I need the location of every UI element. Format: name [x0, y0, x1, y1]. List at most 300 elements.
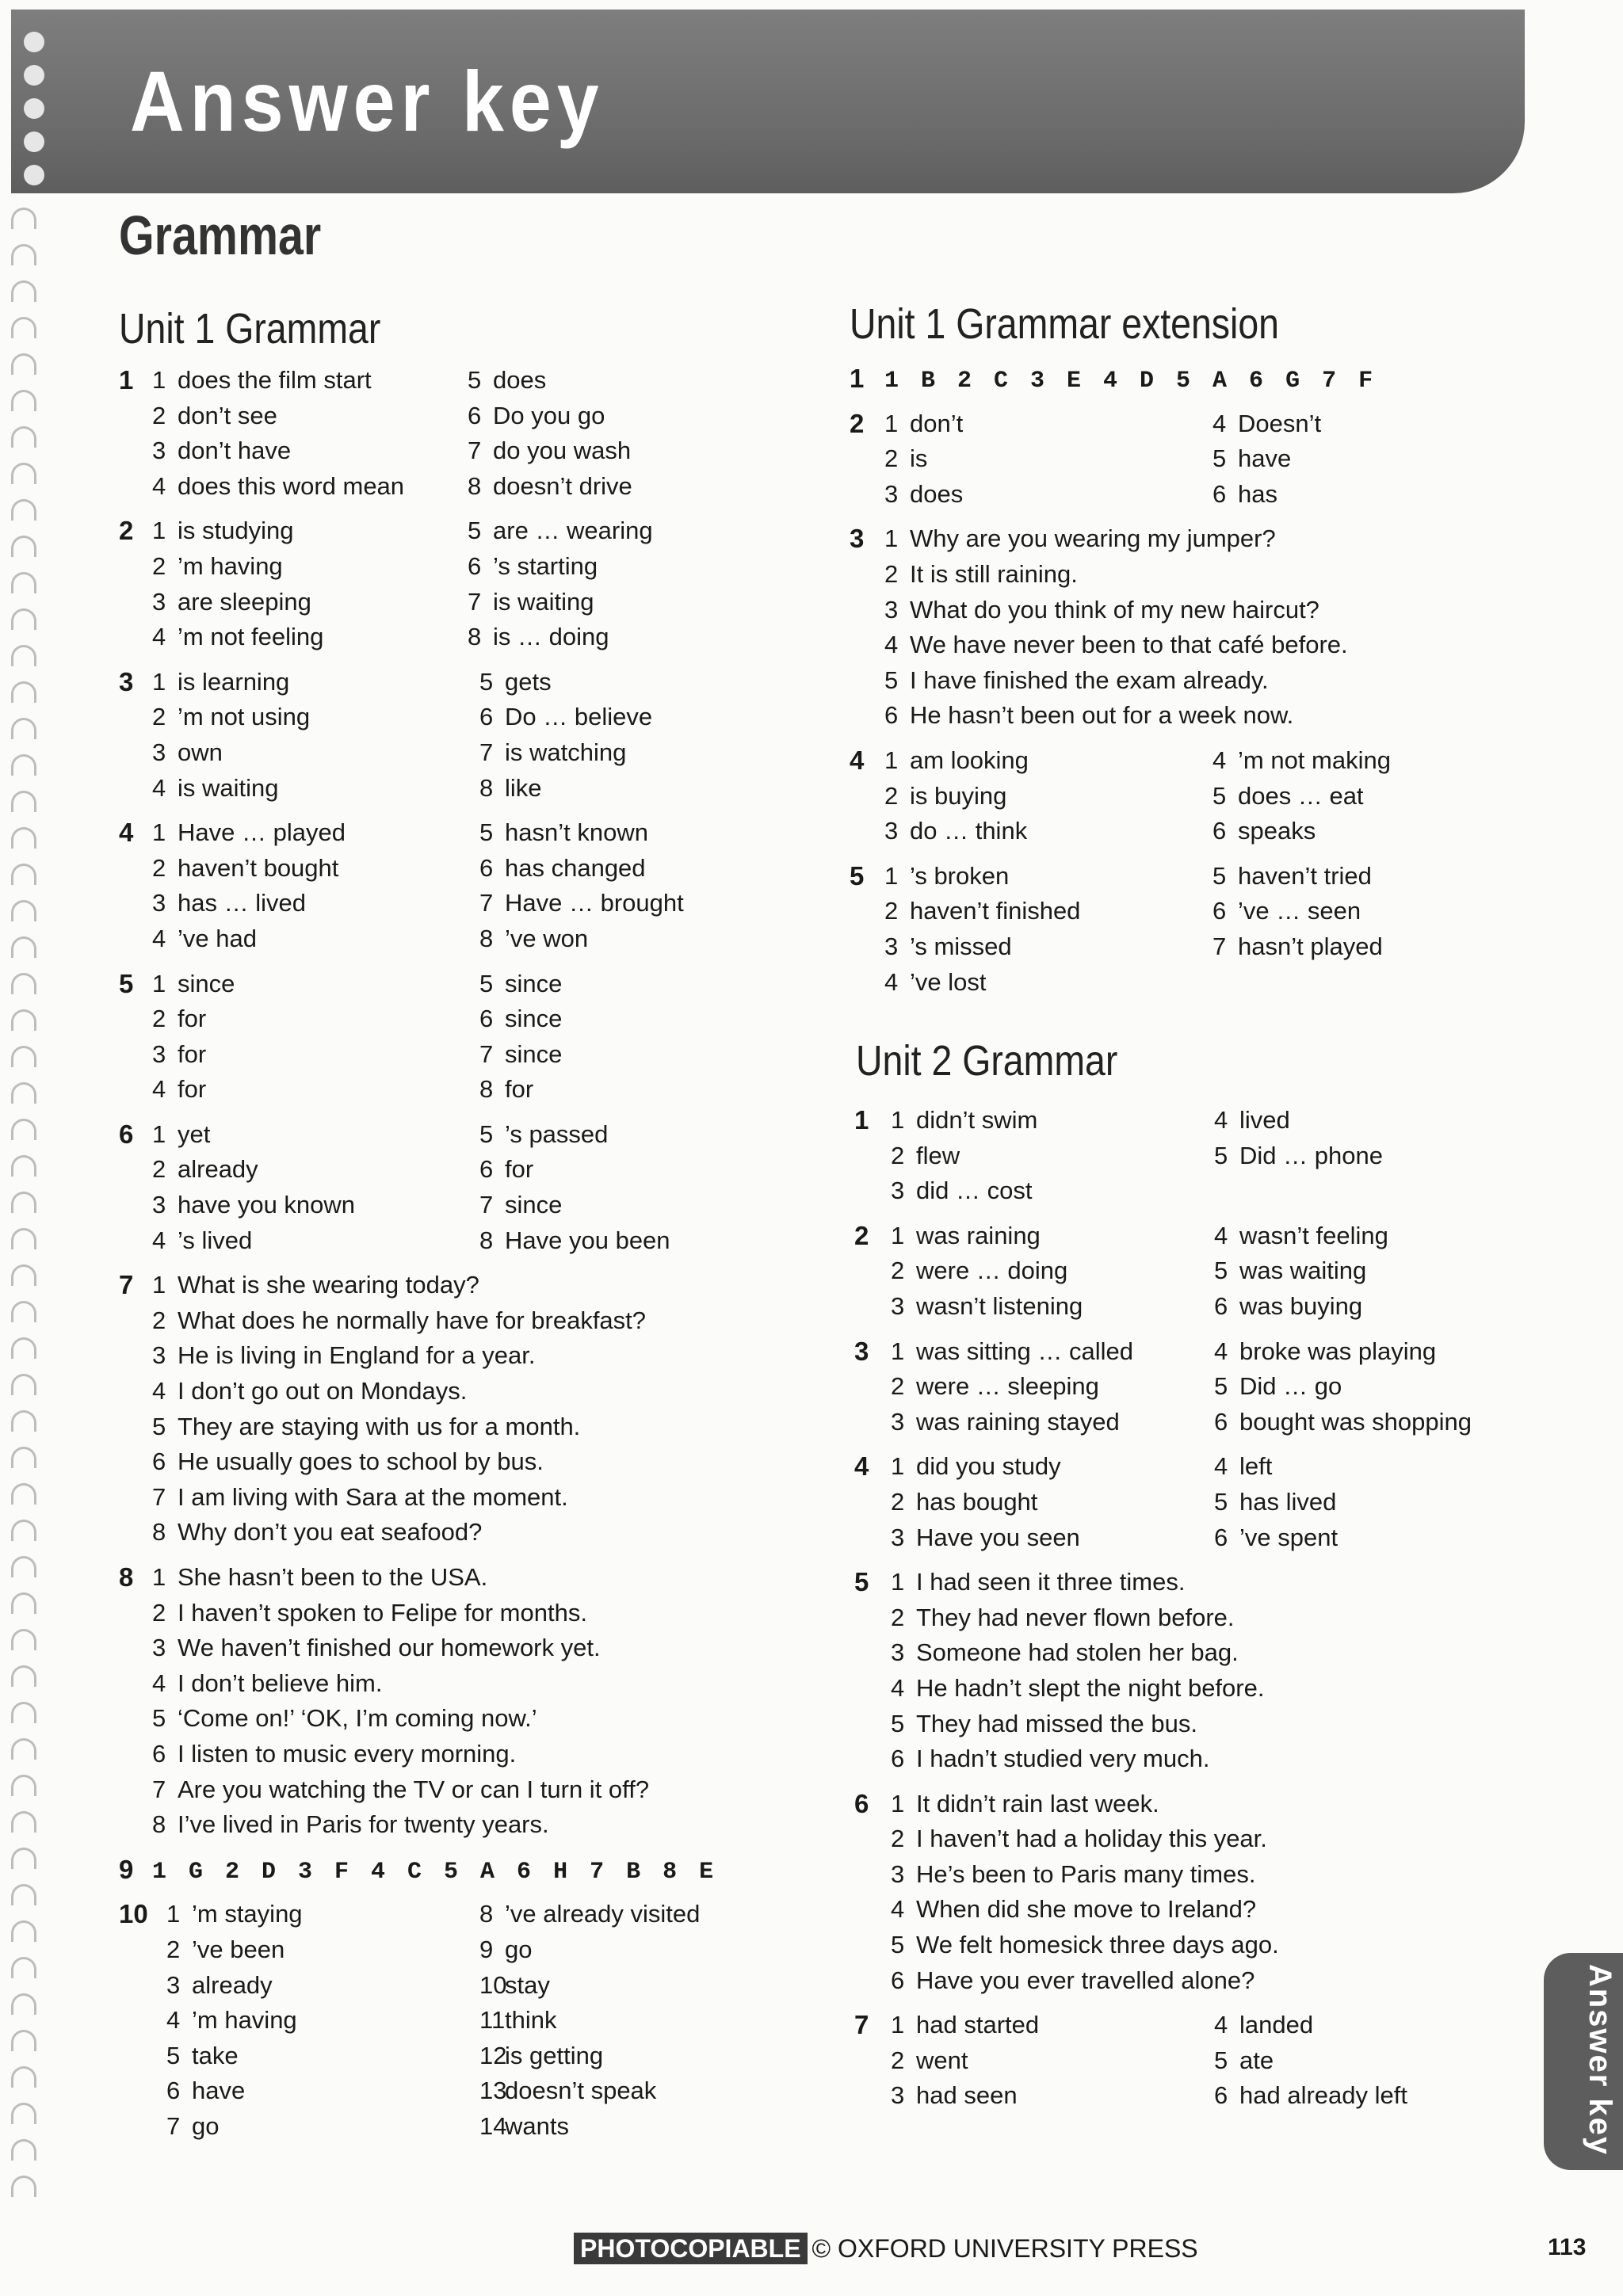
answer-item: [152, 1630, 601, 1666]
exercise-6: [119, 1117, 832, 1258]
punch-holes: [24, 32, 44, 198]
item-number: 5: [1212, 781, 1227, 810]
answer-row: [119, 1152, 832, 1188]
exercise-2: [850, 406, 1547, 513]
answer-item-right: [479, 2109, 569, 2145]
exercise-3: [119, 665, 832, 806]
answer-row: [119, 771, 832, 807]
item-number: 5: [152, 1704, 166, 1733]
item-number: 3: [884, 479, 899, 508]
item-number: 1: [891, 1337, 905, 1365]
exercise-3: [854, 1334, 1552, 1440]
item-answer: left: [1239, 1452, 1273, 1481]
item-answer: am looking: [910, 746, 1029, 774]
answer-row: [119, 1338, 832, 1374]
item-answer: have you known: [178, 1191, 356, 1219]
item-answer: go: [192, 2111, 220, 2140]
answer-row: [850, 593, 1547, 628]
item-number: 6: [1212, 479, 1227, 508]
item-answer: is waiting: [493, 587, 594, 616]
item-answer: don’t have: [178, 437, 292, 465]
answer-sequence: 1 B 2 C 3 E 4 D 5 A 6 G 7 F: [884, 368, 1377, 395]
answer-row: [119, 1374, 832, 1409]
answer-item-left: [152, 771, 279, 807]
answer-item: [891, 1928, 1279, 1963]
answer-item: [152, 1560, 487, 1596]
item-answer: does: [493, 366, 547, 394]
item-answer: since: [505, 1191, 563, 1219]
answer-item: [884, 593, 1319, 628]
item-number: 1: [891, 1568, 905, 1596]
item-number: 3: [891, 1638, 905, 1667]
answer-item-left: [152, 363, 372, 399]
answer-item: [891, 1963, 1254, 1999]
item-number: 2: [891, 1257, 905, 1285]
item-number: 3: [152, 738, 166, 766]
item-number: 6: [1212, 817, 1227, 845]
exercise-number: 4: [850, 745, 865, 775]
answer-item-right: [1214, 1334, 1436, 1370]
answer-item-left: [891, 1405, 1120, 1440]
answer-item-left: [891, 1485, 1037, 1520]
answer-row: [850, 663, 1547, 699]
item-answer: Have you ever travelled alone?: [916, 1966, 1255, 1994]
answer-item-right: [1212, 779, 1364, 814]
answer-item-right: [1212, 859, 1372, 894]
item-number: 3: [884, 595, 899, 624]
answer-item-left: [884, 743, 1029, 779]
spiral-binding: [11, 208, 43, 2212]
answer-row: [850, 477, 1547, 513]
answer-item-right: [1214, 1138, 1383, 1174]
answer-row: [119, 1932, 832, 1968]
item-answer: Have … played: [178, 818, 346, 847]
answer-item-left: [152, 921, 257, 957]
item-answer: have: [192, 2077, 246, 2105]
item-number: 7: [166, 2111, 181, 2140]
item-answer: for: [505, 1075, 534, 1104]
item-answer: since: [178, 969, 235, 997]
answer-item-left: [152, 620, 323, 655]
exercise-9: [119, 1852, 832, 1888]
item-answer: ’ve been: [192, 1935, 285, 1963]
item-answer: did … cost: [916, 1177, 1033, 1205]
answer-row: [854, 1449, 1552, 1485]
answer-item-right: [479, 1223, 670, 1259]
answer-item-right: [468, 513, 653, 549]
answer-row: [854, 1928, 1552, 1963]
answer-row: [119, 1072, 832, 1108]
unit2-answers: [854, 1103, 1552, 2123]
answer-row: [850, 929, 1547, 965]
answer-row: [854, 1173, 1552, 1209]
item-number: 14: [479, 2111, 507, 2140]
answer-row: [119, 1188, 832, 1223]
item-answer: What do you think of my new haircut?: [910, 595, 1319, 624]
exercise-number: 1: [854, 1105, 869, 1135]
photocopiable-badge: PHOTOCOPIABLE: [574, 2233, 808, 2264]
answer-item: [884, 521, 1276, 557]
answer-row: [119, 1630, 832, 1666]
answer-item-left: [152, 433, 291, 469]
answer-item-left: [891, 2008, 1039, 2043]
answer-row: [119, 1515, 832, 1550]
answer-item-left: [166, 2109, 219, 2145]
answer-row: [854, 1520, 1552, 1556]
item-answer: ’ve … seen: [1238, 897, 1361, 925]
item-number: 6: [152, 1739, 166, 1768]
item-answer: ’m staying: [192, 1900, 303, 1928]
answer-row: [119, 921, 832, 957]
answer-item-right: [1212, 477, 1277, 513]
item-answer: I listen to music every morning.: [178, 1739, 517, 1768]
answer-row: [119, 1897, 832, 1932]
item-answer: had already left: [1239, 2081, 1407, 2110]
item-answer: take: [192, 2041, 239, 2069]
answer-item-left: [166, 2039, 239, 2074]
answer-row: [850, 743, 1547, 779]
answer-item-right: [479, 967, 562, 1002]
answer-row: [854, 1334, 1552, 1370]
item-answer: for: [505, 1155, 534, 1184]
item-number: 6: [479, 1005, 494, 1033]
answer-row: [119, 1223, 832, 1259]
answer-item: [152, 1701, 537, 1737]
answer-item-right: [479, 1117, 608, 1153]
answer-item-left: [891, 1334, 1133, 1370]
exercise-1: [854, 1103, 1552, 1209]
item-answer: don’t: [910, 409, 964, 437]
item-number: 5: [1214, 1487, 1228, 1516]
answer-row: [119, 735, 832, 771]
item-number: 4: [891, 1673, 905, 1702]
item-number: 5: [891, 1931, 905, 1959]
item-number: 7: [479, 889, 494, 917]
item-number: 6: [468, 401, 482, 429]
item-number: 8: [468, 623, 482, 651]
item-answer: yet: [178, 1119, 211, 1148]
answer-item: [152, 1596, 587, 1631]
item-number: 8: [479, 1075, 494, 1104]
item-answer: We felt homesick three days ago.: [916, 1931, 1279, 1959]
answer-item-right: [1214, 1289, 1362, 1325]
answer-item-left: [891, 1289, 1083, 1325]
answer-row: [119, 1772, 832, 1808]
item-answer: is: [910, 444, 928, 473]
item-answer: speaks: [1238, 817, 1316, 845]
item-answer: does … eat: [1238, 781, 1364, 810]
answer-row: [119, 665, 832, 700]
item-answer: hasn’t known: [505, 818, 648, 847]
answer-item-left: [891, 1253, 1067, 1289]
answer-item-right: [1214, 2008, 1313, 2043]
answer-item-left: [152, 1001, 206, 1037]
item-answer: did you study: [916, 1452, 1061, 1481]
answer-item-right: [479, 1072, 533, 1108]
answer-item-right: [479, 1897, 700, 1932]
answer-item-left: [891, 1103, 1037, 1138]
answer-item-right: [468, 585, 594, 620]
answer-row: [850, 557, 1547, 593]
answer-item: [152, 1409, 580, 1445]
answer-item: [152, 1807, 549, 1843]
item-answer: was raining: [916, 1221, 1041, 1249]
answer-item-left: [884, 929, 1012, 965]
answer-item-left: [891, 1219, 1041, 1254]
item-number: 5: [468, 366, 482, 394]
item-answer: I don’t go out on Mondays.: [178, 1377, 468, 1405]
exercise-4: [850, 743, 1547, 849]
exercise-3: [850, 521, 1547, 734]
answer-row: [854, 2078, 1552, 2114]
item-answer: had started: [916, 2011, 1040, 2039]
item-number: 3: [884, 817, 899, 845]
item-answer: stay: [505, 1970, 550, 1999]
item-number: 8: [479, 1900, 494, 1928]
answer-item-left: [884, 441, 927, 477]
item-answer: They had never flown before.: [916, 1603, 1235, 1631]
answer-row: [854, 1138, 1552, 1174]
item-number: 2: [891, 1141, 905, 1169]
answer-item-right: [1212, 441, 1291, 477]
item-answer: Why don’t you eat seafood?: [178, 1518, 483, 1547]
item-number: 6: [884, 701, 899, 730]
item-answer: Someone had stolen her bag.: [916, 1638, 1239, 1667]
item-answer: is learning: [178, 667, 290, 696]
item-number: 1: [891, 1789, 905, 1817]
answer-row: [854, 1289, 1552, 1325]
exercise-7: [854, 2008, 1552, 2114]
item-number: 2: [152, 1005, 166, 1033]
answer-item-left: [884, 406, 963, 442]
item-number: 4: [1214, 1337, 1228, 1365]
answer-row: [119, 399, 832, 434]
item-answer: I am living with Sara at the moment.: [178, 1482, 568, 1511]
answer-item-left: [166, 2073, 245, 2109]
item-answer: ’s missed: [910, 932, 1012, 960]
exercise-number: 5: [854, 1567, 869, 1597]
item-answer: ’ve lost: [910, 967, 987, 996]
item-number: 8: [152, 1518, 166, 1547]
answer-row: [854, 1635, 1552, 1671]
item-answer: Did … go: [1239, 1372, 1342, 1401]
answer-item: [891, 1857, 1255, 1893]
item-number: 2: [152, 1598, 166, 1627]
item-number: 2: [152, 853, 166, 882]
answer-row: [119, 700, 832, 735]
item-number: 4: [152, 924, 166, 952]
answer-item-right: [479, 771, 542, 807]
item-number: 3: [891, 2081, 905, 2110]
answer-item-right: [479, 1968, 550, 2004]
exercise-2: [119, 513, 832, 654]
item-number: 10: [479, 1970, 507, 1999]
item-answer: for: [178, 1005, 207, 1033]
answer-item-left: [152, 1188, 355, 1223]
item-number: 2: [884, 781, 899, 810]
answer-sequence-row: [119, 1852, 832, 1888]
item-answer: wasn’t listening: [916, 1291, 1083, 1320]
item-number: 6: [1214, 1291, 1228, 1320]
item-number: 5: [1214, 2046, 1228, 2074]
header-band: [11, 10, 1525, 193]
answer-row: [854, 2043, 1552, 2079]
item-number: 2: [891, 1825, 905, 1853]
item-number: 1: [152, 1271, 166, 1299]
item-answer: own: [178, 738, 223, 766]
item-answer: He hadn’t slept the night before.: [916, 1673, 1265, 1702]
item-number: 1: [152, 667, 166, 696]
answer-item-right: [468, 620, 609, 655]
item-answer: has bought: [916, 1487, 1038, 1516]
answer-sequence-row: [850, 361, 1547, 397]
item-number: 8: [479, 924, 494, 952]
answer-item: [884, 627, 1348, 663]
item-number: 7: [479, 1039, 494, 1068]
item-number: 4: [1212, 409, 1227, 437]
item-number: 2: [152, 551, 166, 580]
item-number: 1: [891, 1452, 905, 1481]
answer-item-left: [884, 779, 1006, 814]
answer-row: [854, 1369, 1552, 1405]
answer-item-left: [166, 1968, 273, 2004]
item-number: 11: [479, 2006, 506, 2035]
exercise-6: [854, 1787, 1552, 1999]
exercise-4: [854, 1449, 1552, 1555]
item-number: 7: [479, 738, 494, 766]
answer-row: [854, 1787, 1552, 1822]
answer-item-right: [479, 1188, 562, 1223]
answer-row: [854, 1103, 1552, 1138]
answer-item-right: [1214, 1253, 1366, 1289]
item-number: 3: [152, 889, 166, 917]
exercise-10: [119, 1897, 832, 2144]
item-number: 4: [166, 2006, 181, 2035]
answer-item-left: [891, 1449, 1061, 1485]
item-number: 1: [891, 2011, 905, 2039]
answer-row: [119, 363, 832, 399]
answer-item-left: [152, 549, 283, 585]
item-number: 3: [891, 1291, 905, 1320]
exercise-number: 6: [119, 1119, 134, 1149]
answer-row: [119, 1480, 832, 1516]
item-answer: ’ve had: [178, 924, 257, 952]
item-answer: ’s starting: [493, 551, 598, 580]
answer-item-left: [891, 1520, 1080, 1556]
answer-item-right: [468, 433, 631, 469]
unit1ext-answers: [850, 361, 1547, 1009]
item-answer: ’ve spent: [1239, 1523, 1338, 1551]
item-answer: I have finished the exam already.: [910, 666, 1269, 694]
item-number: 6: [166, 2077, 181, 2105]
exercise-number: 6: [854, 1788, 869, 1818]
answer-row: [119, 851, 832, 887]
item-answer: What does he normally have for breakfast?: [178, 1306, 647, 1334]
item-answer: ate: [1239, 2046, 1274, 2074]
answer-item-left: [152, 735, 223, 771]
answer-item-left: [152, 469, 404, 505]
item-number: 3: [891, 1523, 905, 1551]
answer-row: [850, 894, 1547, 929]
answer-row: [119, 815, 832, 851]
answer-item: [152, 1666, 382, 1702]
answer-row: [119, 886, 832, 921]
answer-item-left: [152, 1117, 210, 1153]
answer-row: [119, 1409, 832, 1445]
item-number: 6: [479, 1155, 494, 1184]
answer-item: [884, 557, 1078, 593]
item-number: 3: [152, 1039, 166, 1068]
item-number: 5: [479, 969, 494, 997]
item-number: 2: [152, 703, 166, 731]
item-answer: was sitting … called: [916, 1337, 1133, 1365]
item-answer: ’m not feeling: [178, 623, 324, 651]
answer-item-left: [152, 585, 311, 620]
answer-row: [119, 513, 832, 549]
answer-item: [152, 1772, 649, 1808]
exercise-7: [119, 1268, 832, 1550]
answer-row: [119, 433, 832, 469]
item-number: 6: [152, 1447, 166, 1476]
item-answer: went: [916, 2046, 968, 2074]
item-answer: ’s broken: [910, 861, 1010, 890]
item-answer: is buying: [910, 781, 1007, 810]
item-number: 4: [152, 1669, 166, 1697]
item-number: 5: [468, 517, 482, 545]
answer-row: [850, 521, 1547, 557]
answer-row: [850, 859, 1547, 894]
answer-item-right: [1212, 814, 1316, 849]
answer-item-right: [479, 2039, 603, 2074]
exercise-number: 2: [119, 516, 134, 546]
item-answer: are … wearing: [493, 517, 653, 545]
answer-item: [891, 1600, 1235, 1636]
item-answer: was buying: [1239, 1291, 1363, 1320]
answer-row: [119, 967, 832, 1002]
exercise-number: 3: [850, 524, 865, 554]
exercise-2: [854, 1219, 1552, 1325]
item-number: 1: [152, 366, 166, 394]
item-answer: don’t see: [178, 401, 277, 429]
item-answer: does: [910, 479, 964, 508]
item-answer: Have you been: [505, 1226, 670, 1254]
item-answer: ‘Come on!’ ‘OK, I’m coming now.’: [178, 1704, 537, 1733]
item-number: 1: [152, 1119, 166, 1148]
item-number: 5: [479, 667, 494, 696]
item-number: 3: [891, 1859, 905, 1888]
item-answer: I haven’t had a holiday this year.: [916, 1825, 1267, 1853]
answer-item-left: [891, 2078, 1018, 2114]
answer-row: [854, 1671, 1552, 1707]
item-answer: haven’t tried: [1238, 861, 1372, 890]
item-number: 9: [479, 1935, 494, 1963]
answer-item-right: [1214, 1405, 1472, 1440]
unit1-title: Unit 1 Grammar: [119, 305, 381, 353]
item-answer: It is still raining.: [910, 559, 1078, 588]
item-answer: is watching: [505, 738, 627, 766]
item-answer: had seen: [916, 2081, 1018, 2110]
exercise-number: 8: [119, 1562, 134, 1592]
item-number: 3: [166, 1970, 181, 1999]
item-answer: ’m having: [192, 2006, 297, 2035]
answer-item-left: [152, 851, 338, 887]
item-answer: I don’t believe him.: [178, 1669, 383, 1697]
item-answer: Are you watching the TV or can I turn it off?: [178, 1775, 650, 1803]
item-number: 5: [479, 818, 494, 847]
item-number: 2: [891, 1603, 905, 1631]
item-number: 8: [479, 1226, 494, 1254]
answer-item: [152, 1444, 544, 1480]
